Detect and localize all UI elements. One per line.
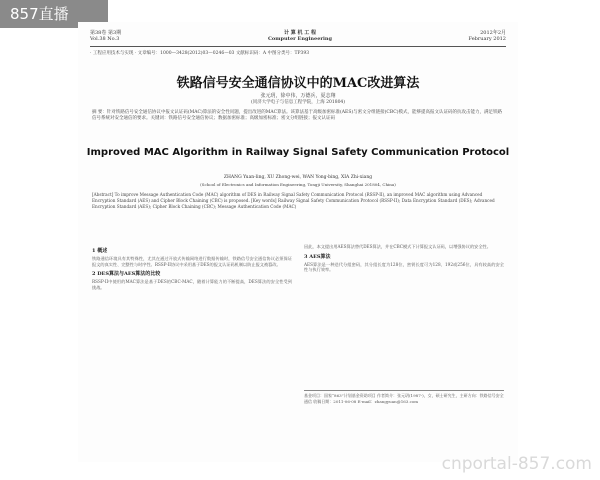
english-authors: ZHANG Yuan-ling, XU Zhong-wei, WAN Yong-bing, XIA Zhi-xiang	[223, 175, 373, 180]
header-divider	[90, 46, 506, 47]
article-meta-line: · 工程应用技术与实现 · 文章编号：1000—3428(2012)03—0246—03 文献标识码：A 中图分类号：TP393	[90, 51, 310, 56]
section-heading-aes: 3 AES算法	[304, 253, 331, 260]
section-heading-overview: 1 概述	[92, 248, 108, 254]
header-volume	[90, 30, 121, 42]
watermark-bottom-right: cnportal-857.com	[441, 454, 592, 474]
english-affiliation: (School of Electronics and Information Engineering, Tongji University, Shanghai 201804, China)	[200, 182, 396, 187]
chinese-abstract: 摘 要：针对铁路信号安全通信协议中报文认证码(MAC)算法的安全性问题，提出改进的MAC算法。该算法基于高级加密标准(AES)与密文分组链接(CBC)模式，能够提高报文认证码的抗攻击能力，满足铁路信号系统对安全通信的要求。关键词：铁路信号安全通信协议；数据加密标准；高级加密标准；密文分组链接；报文认证码	[92, 110, 502, 121]
header-volume-en: Vol.38 No.3	[90, 36, 120, 42]
header-date-cn: 2012年2月	[480, 30, 506, 36]
body-column-left	[92, 244, 292, 290]
header-journal-cn: 计 算 机 工 程	[284, 30, 316, 36]
paper-page	[78, 22, 518, 462]
watermark-top-left: 857直播	[0, 0, 108, 28]
english-abstract: [Abstract] To improve Message Authentication Code (MAC) algorithm of DES in Railway Signal Safety Communication Protocol (RSSP-II), an improved MAC algorithm using Advanced Encryption Standard (AES) and Cipher Block Chaining (CBC) is proposed. [Key words] Railway Signal Safety Communication Protocol (RSSP-II); Data Encryption Standard (DES); Advanced Encryption Standard (AES); Cipher Block Chaining (CBC); Message Authentication Code (MAC)	[92, 192, 495, 209]
chinese-authors: 张元玥，徐中伟，万德兵，夏志翔	[260, 93, 336, 99]
chinese-title: 铁路信号安全通信协议中的MAC改进算法	[176, 76, 420, 91]
section-heading-comparison: 2 DES算法与AES算法的比较	[92, 271, 161, 278]
body-text-comparison: RSSP-II中使用的MAC算法是基于DES的CBC-MAC，随着计算能力的不断提高，DES算法的安全性受到挑战。	[92, 279, 292, 290]
header-date	[469, 30, 506, 42]
header-journal	[240, 30, 360, 42]
body-text-overview: 铁路通信环境具有其特殊性，尤其在通过开放式传输网络进行数据传输时，铁路信号安全通信协议必须保证报文的真实性、完整性与时序性。RSSP-II协议中采用基于DES的报文认证码机制以防止报文被篡改。	[92, 256, 292, 267]
body-text-continued: 因此，本文提出用AES算法替代DES算法，并在CBC模式下计算报文认证码，以增强协议的安全性。	[304, 244, 491, 249]
header-journal-en: Computer Engineering	[267, 36, 333, 42]
footnote: 基金项目：国家“863”计划基金资助项目 作者简介：张元玥(1987-)，女，硕士研究生，主研方向：铁路信号安全通信 收稿日期：2011-06-08 E-mail：zhangyuan@163.com	[304, 390, 504, 404]
body-column-right	[304, 244, 504, 273]
english-title: Improved MAC Algorithm in Railway Signal Safety Communication Protocol	[86, 147, 510, 158]
chinese-affiliation: (同济大学电子与信息工程学院，上海 201804)	[250, 100, 346, 105]
body-text-aes: AES算法是一种迭代分组密码，其分组长度为128位，密钥长度可为128、192或256位，具有较高的安全性与执行效率。	[304, 261, 504, 273]
header-date-en: February 2012	[468, 36, 506, 42]
header-volume-cn: 第38卷 第3期	[90, 30, 122, 36]
